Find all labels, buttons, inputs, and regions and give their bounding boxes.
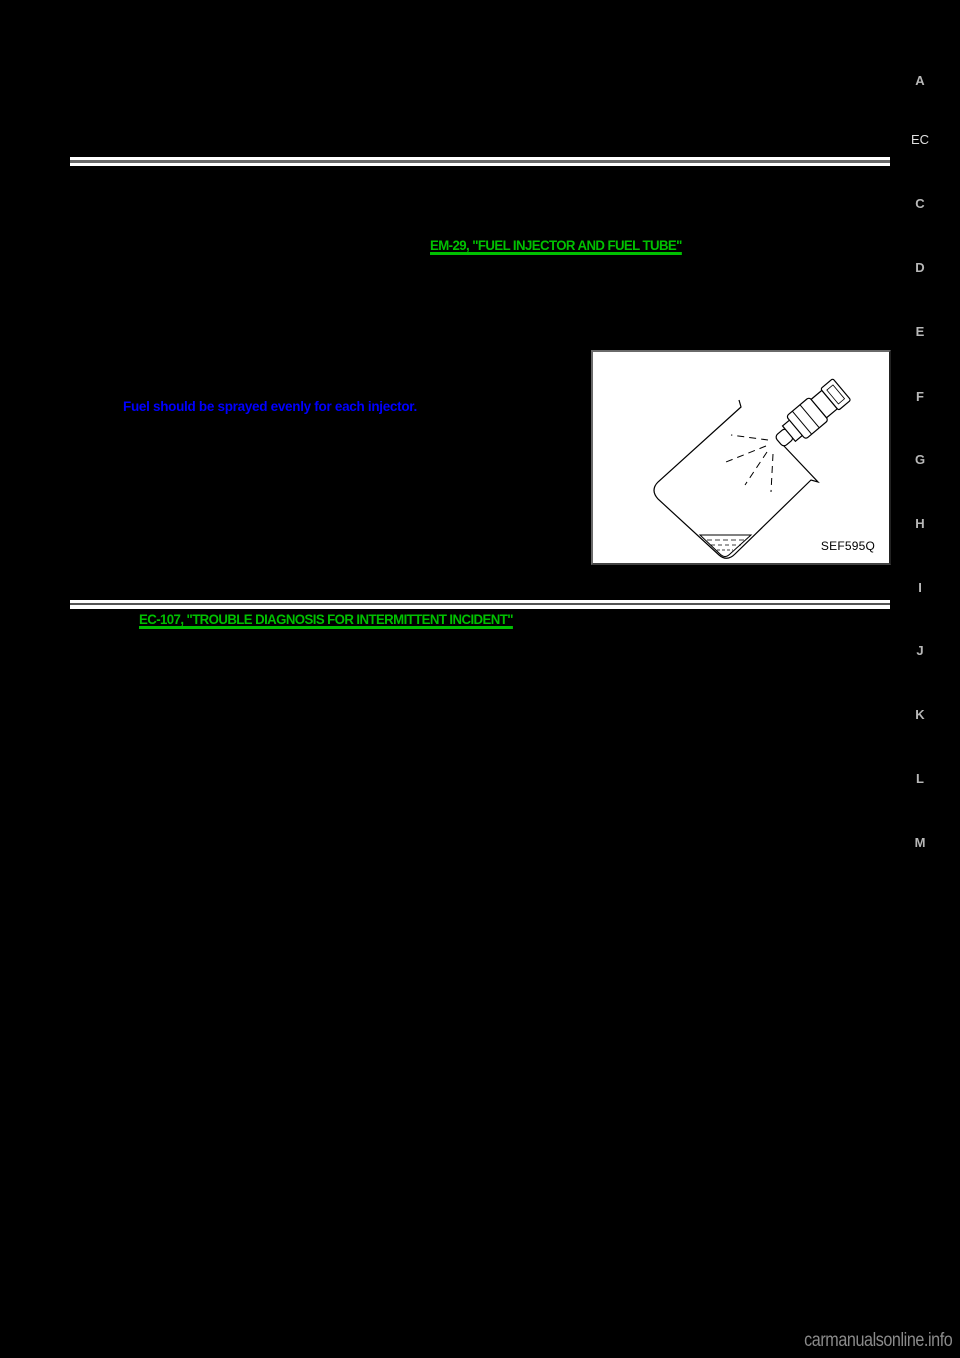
reference-link-fuel-injector[interactable]: EM-29, "FUEL INJECTOR AND FUEL TUBE" — [430, 238, 682, 253]
section-index-tabs — [900, 0, 940, 1000]
inspection-note: Fuel should be sprayed evenly for each injector. — [123, 399, 417, 414]
site-watermark: carmanualsonline.info — [803, 1330, 952, 1351]
injector-spray-illustration — [593, 352, 889, 563]
reference-link-intermittent-incident[interactable]: EC-107, "TROUBLE DIAGNOSIS FOR INTERMITTENT INCIDENT" — [139, 612, 513, 627]
side-tab-h[interactable]: H — [915, 516, 925, 531]
figure-code: SEF595Q — [820, 539, 875, 553]
side-tab-i[interactable]: I — [918, 580, 922, 595]
side-tab-ec[interactable]: EC — [910, 132, 930, 147]
side-tab-a[interactable]: A — [915, 73, 925, 88]
side-tab-m[interactable]: M — [914, 835, 926, 850]
figure-fuel-injector-spray — [591, 350, 891, 565]
side-tab-c[interactable]: C — [915, 196, 925, 211]
side-tab-e[interactable]: E — [915, 324, 925, 339]
section-divider-bottom — [70, 600, 890, 609]
side-tab-l[interactable]: L — [916, 771, 924, 786]
side-tab-d[interactable]: D — [915, 260, 925, 275]
side-tab-f[interactable]: F — [916, 389, 924, 404]
side-tab-j[interactable]: J — [916, 643, 924, 658]
side-tab-g[interactable]: G — [914, 452, 926, 467]
section-divider-top — [70, 157, 890, 166]
side-tab-k[interactable]: K — [915, 707, 925, 722]
